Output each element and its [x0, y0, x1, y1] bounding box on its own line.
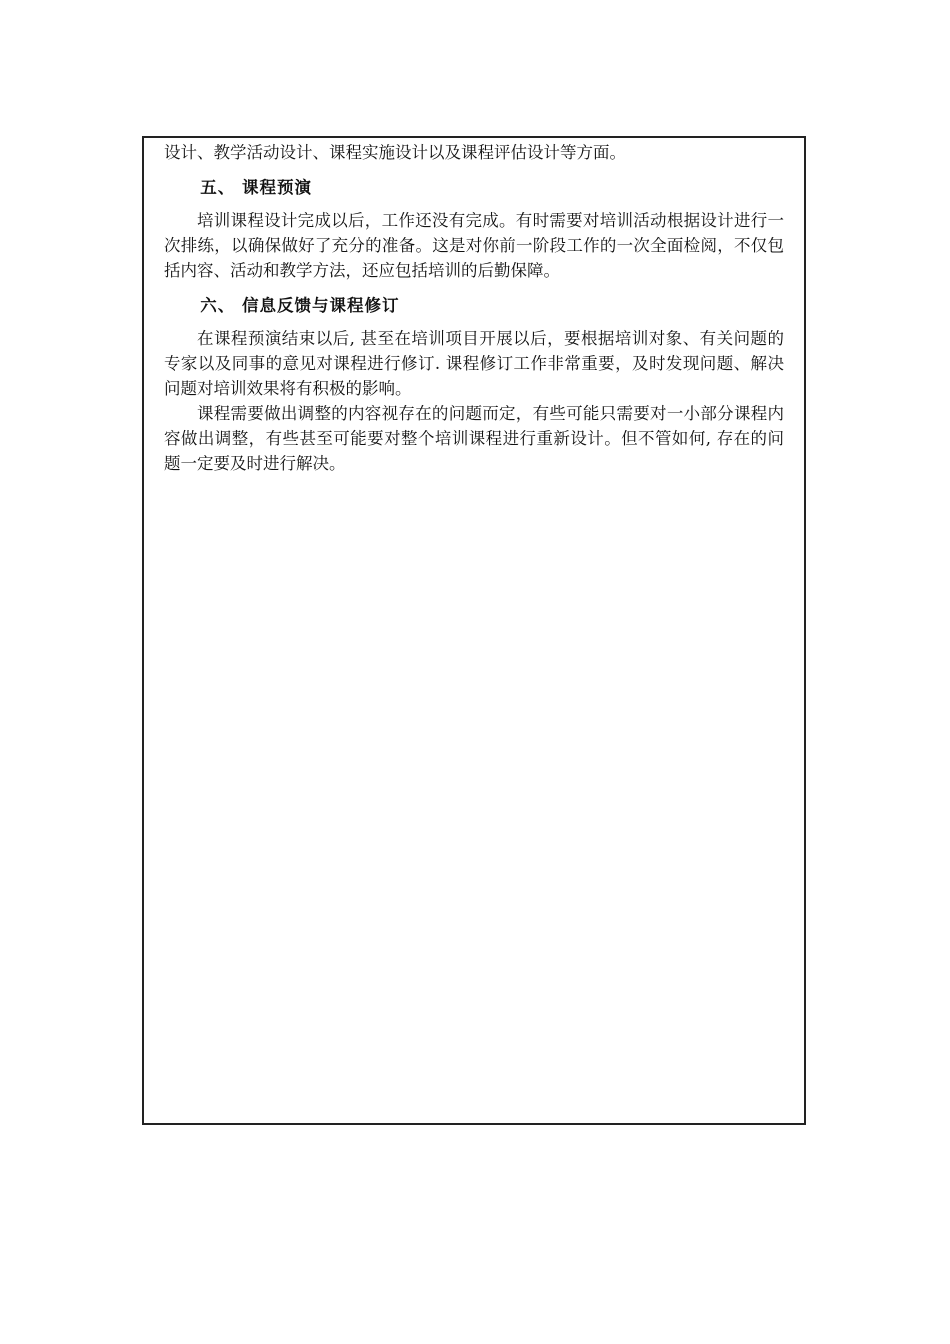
feedback-paragraph-2: 课程需要做出调整的内容视存在的问题而定，有些可能只需要对一小部分课程内容做出调整，有些甚至可能要对整个培训课程进行重新设计。但不管如何, 存在的问题一定要及时进行解决。 — [164, 404, 784, 473]
document-body — [164, 140, 784, 476]
spacer — [164, 200, 784, 208]
continuation-paragraph: 设计、教学活动设计、课程实施设计以及课程评估设计等方面。 — [164, 143, 626, 162]
spacer — [164, 318, 784, 326]
feedback-paragraph-1: 在课程预演结束以后, 甚至在培训项目开展以后，要根据培训对象、有关问题的专家以及同事的意见对课程进行修订. 课程修订工作非常重要，及时发现问题、解决问题对培训效果将有积极的影响。 — [164, 329, 784, 398]
spacer — [164, 165, 784, 175]
rehearsal-paragraph: 培训课程设计完成以后，工作还没有完成。有时需要对培训活动根据设计进行一次排练，以确保做好了充分的准备。这是对你前一阶段工作的一次全面检阅，不仅包括内容、活动和教学方法，还应包括培训的后勤保障。 — [164, 211, 784, 280]
section-heading-feedback-revision: 六、 信息反馈与课程修订 — [200, 296, 400, 315]
spacer — [164, 283, 784, 293]
section-heading-rehearsal: 五、 课程预演 — [200, 178, 313, 197]
page-frame — [142, 136, 806, 1125]
